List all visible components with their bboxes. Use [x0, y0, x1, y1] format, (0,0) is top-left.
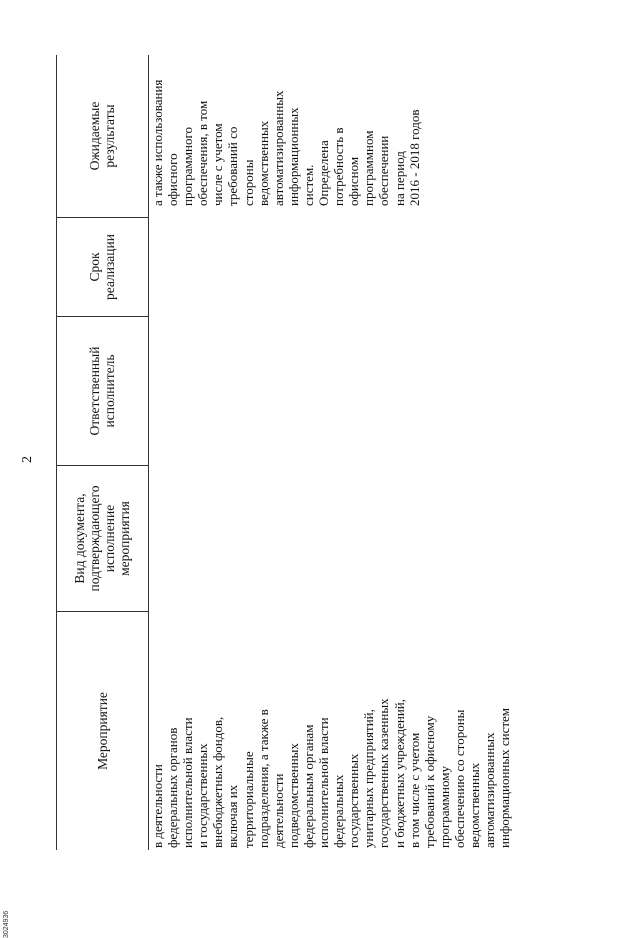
document-id: 3024936 [3, 910, 10, 938]
header-deadline: Срок реализации [87, 234, 117, 300]
page-number: 2 [20, 456, 35, 463]
header-executor: Ответственный исполнитель [87, 346, 117, 436]
header-bottom-border [148, 55, 149, 850]
header-document-type: Вид документа, подтверждающего исполнение мероприятия [72, 485, 132, 592]
events-table [56, 55, 621, 850]
header-results: Ожидаемые результаты [87, 101, 117, 171]
cell-results: а также использования офисного программного обеспечения, в том числе с учетом требований со стороны ведомственных автоматизированных информационных систем. Определена потребность в офисном программном обеспечении на период 2016 - 2018 годов [150, 79, 422, 206]
cell-event: в деятельности федеральных органов исполнительной власти и государственных внебюджетных фондов, включая их территориальные подразделения, а также в деятельности подведомственных федеральным органам исполнительной власти федеральных государственных унитарных предприятий, государственных казенных и бюджетных учреждений, в том числе с учетом требований к офисному программному обеспечению со стороны ведомственных автоматизированных информационных систем [150, 698, 513, 848]
header-event: Мероприятие [94, 692, 110, 770]
